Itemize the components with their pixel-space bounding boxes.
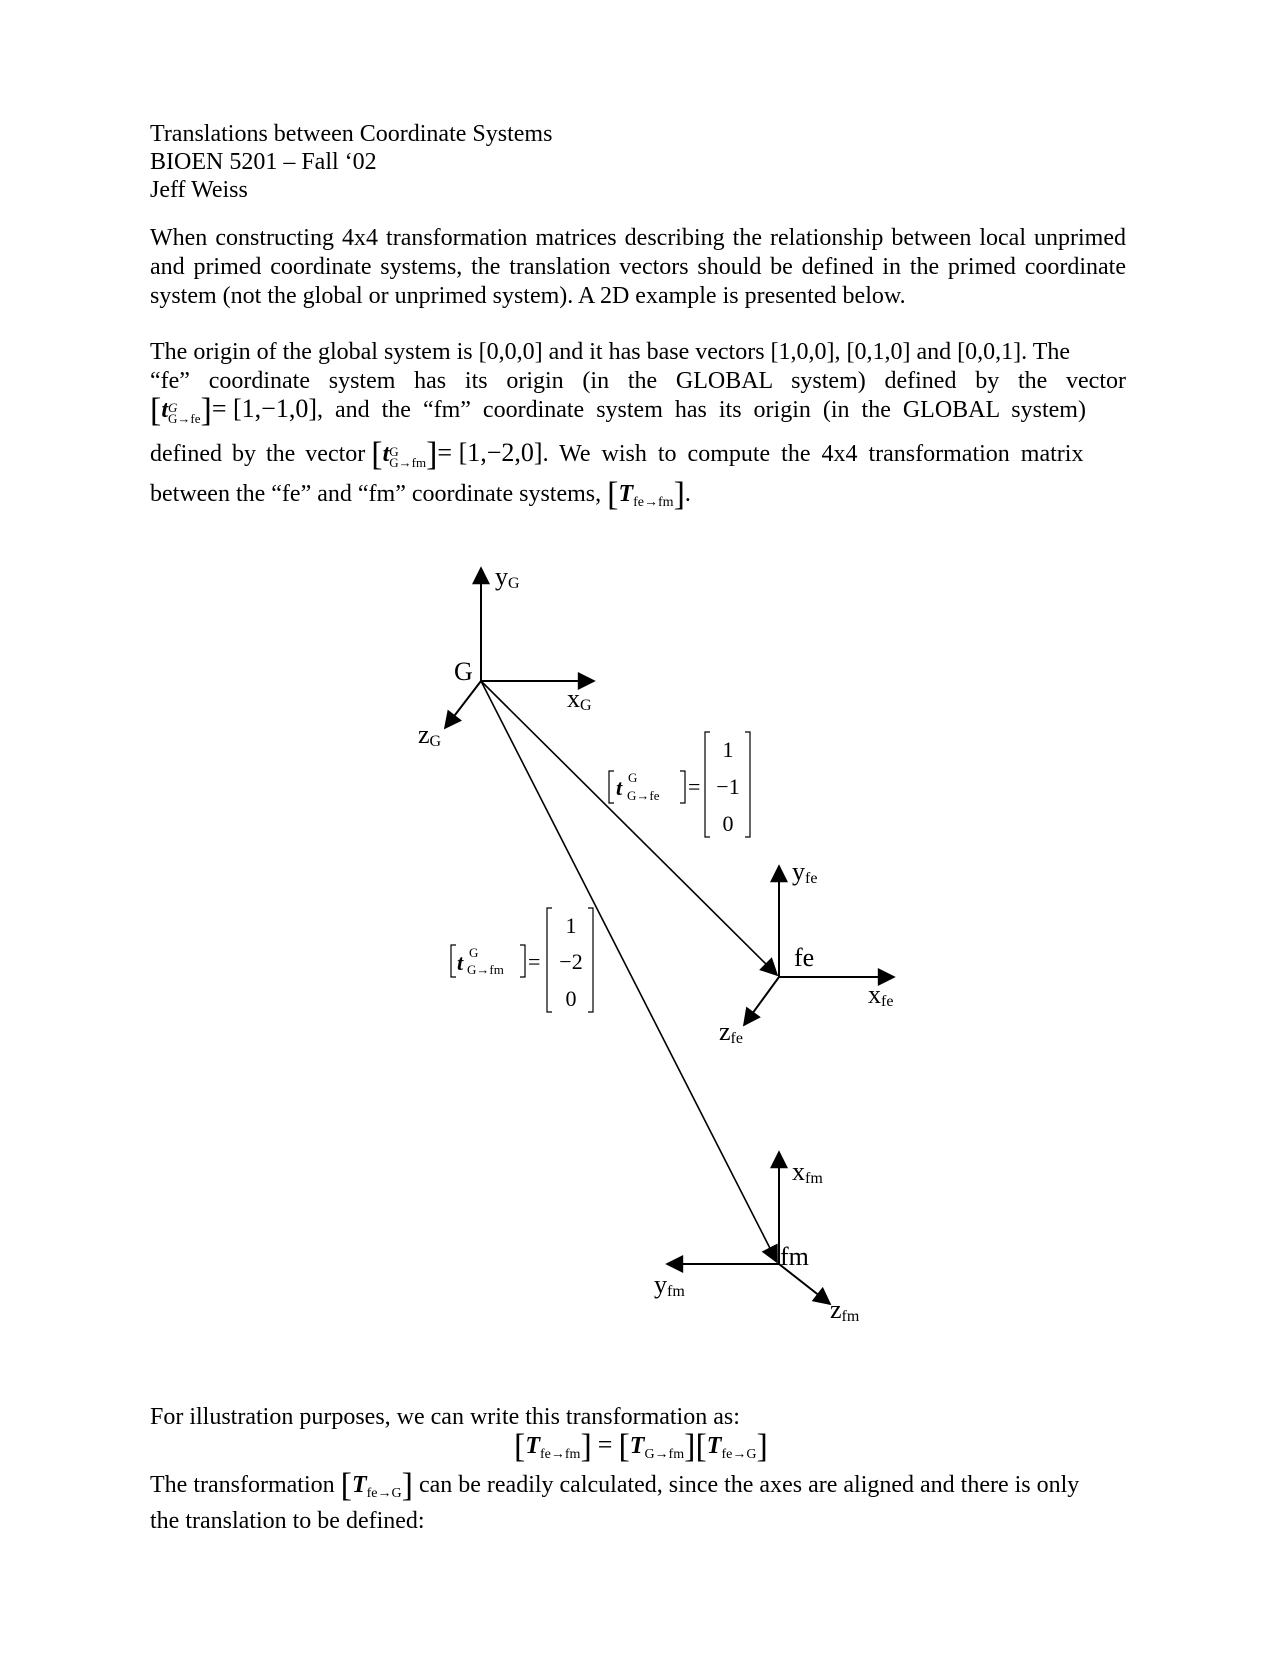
para4-line2: the translation to be defined: [150,1508,425,1534]
global-frame [418,562,594,750]
svg-text:G→fm: G→fm [467,962,504,977]
transformation-equation: $[T_{fe\to fm}] = [T_{G\to fm}][T_{fe\to G}]$ [514,1428,768,1465]
para2-line1: The origin of the global system is [0,0,0] and it has base vectors [1,0,0], [0,1,0] and [0,0,1]. The [150,339,1071,365]
para2-line4-rest: . We wish to compute the 4x4 transformation matrix [542,441,1084,467]
fm-frame [654,1152,860,1325]
t-fm-indices: G G→fm [389,444,427,470]
fe-origin-label: fe [794,943,815,972]
svg-text:G: G [469,945,479,960]
para2-line2-text: “fe” coordinate system has its origin (in the GLOBAL system) defined by the vector [150,368,1126,394]
svg-text:=: = [688,774,701,799]
svg-text:t: t [616,775,623,800]
para2-line4: defined by the vector [t G G→fm ]= [1,−2,0]. We wish to compute the 4x4 transformation matrix [150,436,1084,473]
doc-title: Translations between Coordinate Systems [150,121,553,147]
vec-fm-value: 1 [565,913,577,938]
z-G-label: zG [418,720,442,750]
y-fe-label: yfe [792,857,818,887]
bracket-left: [ [150,392,162,429]
svg-text:=: = [528,949,541,974]
para3: For illustration purposes, we can write this transformation as: [150,1404,740,1430]
course-line: BIOEN 5201 – Fall ‘02 [150,149,377,175]
t-symbol: t [161,397,168,423]
x-fe-label: xfe [868,980,894,1010]
vec-fe-value: −1 [716,774,740,799]
t-fm-annotation [451,908,593,1012]
para4-line1: The transformation $[T_{fe\to G}]$ can be readily calculated, since the axes are aligned and there is only [150,1467,1080,1504]
para2-line4-start: defined by the vector [150,441,366,467]
svg-text:G→fe: G→fe [627,788,660,803]
vec-fe-value: 0 [722,811,734,836]
fm-origin-label: fm [780,1242,809,1271]
x-G-label: xG [567,684,592,714]
vec-fe-value: 1 [722,737,734,762]
y-fm-label: yfm [654,1270,685,1300]
G-origin-label: G [454,657,473,686]
vec-fm-value: 0 [565,986,577,1011]
z-fe-axis [744,977,779,1025]
x-fm-label: xfm [792,1157,823,1187]
T-fe-fm-sub: fe→fm [633,495,674,510]
z-fe-label: zfe [719,1017,743,1047]
t-fe-indices: G G→fe [168,400,201,426]
vec-fm-value: −2 [559,949,583,974]
y-G-label: yG [495,562,520,592]
author-line: Jeff Weiss [150,177,248,203]
z-G-axis [445,681,481,728]
para2-line5-start: between the “fe” and “fm” coordinate systems, [150,481,602,507]
fe-frame [719,857,894,1047]
z-fm-label: zfm [830,1295,860,1325]
bracket-right: ] [200,392,212,429]
t-fm-value: = [1,−2,0] [437,438,543,467]
t-fe-value: = [1,−1,0] [211,394,317,423]
para2-line5: between the “fe” and “fm” coordinate systems, $[T_{fe\to fm}]$. [150,476,691,513]
para2-line3-text: , and the “fm” coordinate system has its origin (in the GLOBAL system) [316,397,1086,423]
t-fe-annotation [609,732,750,837]
svg-text:t: t [457,950,464,975]
intro-text: When constructing 4x4 transformation matrices describing the relationship between local unprimed and primed coordinate systems, the translation vectors should be defined in the primed coordinate system (not the global or unprimed system). A 2D example is presented below. [150,225,1126,309]
svg-text:G: G [628,770,638,785]
